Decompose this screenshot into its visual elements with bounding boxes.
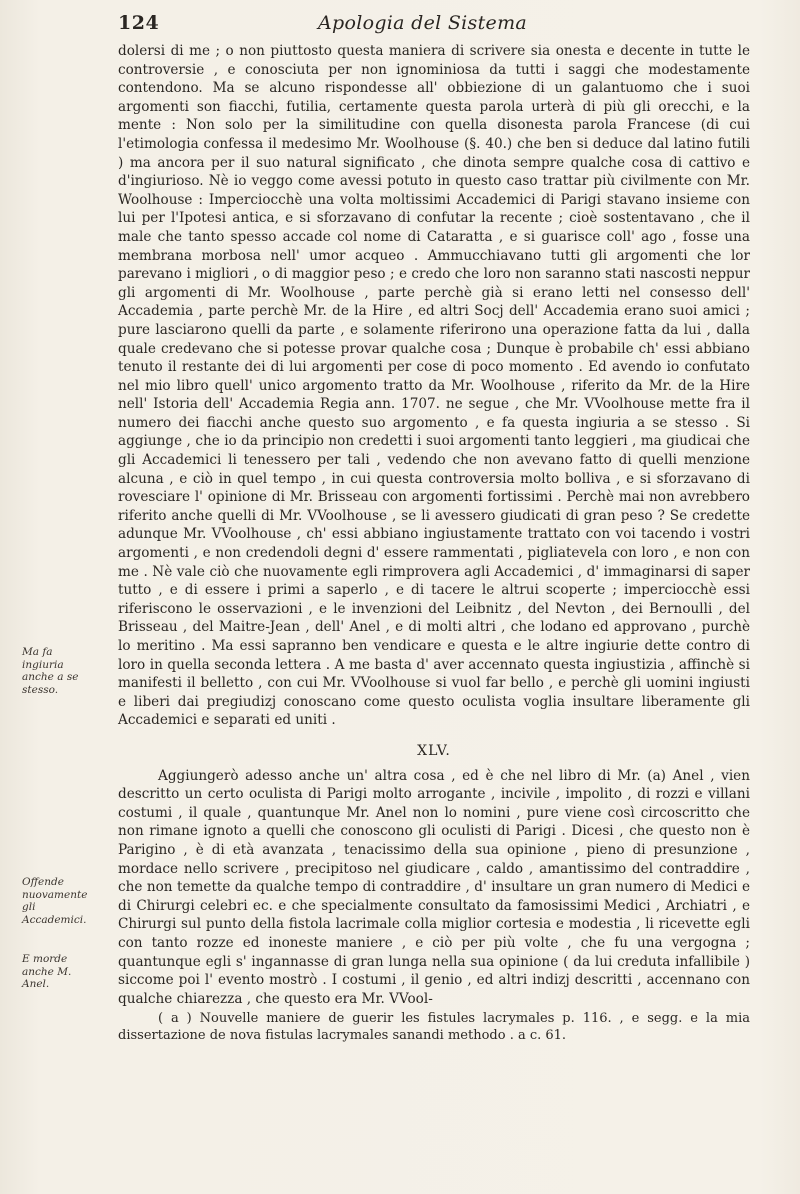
running-title: Apologia del Sistema — [318, 12, 528, 34]
footnote: ( a ) Nouvelle maniere de guerir les fistules lacrymales p. 116. , e segg. e la mia dissertazione de nova fistulas lacrymales sanandi methodo . a c. 61. — [118, 1011, 750, 1044]
marginal-note: Offende nuovamente gli Accademici. — [22, 876, 88, 926]
marginal-note: Ma fa ingiuria anche a se stesso. — [22, 646, 79, 696]
page-header — [118, 6, 748, 38]
page-number: 124 — [118, 12, 160, 34]
marginal-note: E morde anche M. Anel. — [22, 953, 72, 990]
paragraph: Aggiungerò adesso anche un' altra cosa , ed è che nel libro di Mr. (a) Anel , vien descritto un certo oculista di Parigi molto arrogante , incivile , impolito , di rozzi e villani costumi , il quale , quantunque Mr. Anel non lo nomini , pure viene così circoscritto che non rimane ignoto a quelli che conoscono gli oculisti di Parigi . Dicesi , che questo non è Parigino , è di età avanzata , tenacissimo della sua opinione , pieno di presunzione , mordace nello scrivere , precipitoso nel giudicare , caldo , amantissimo del contraddire , che non temette da qualche tempo di contraddire , d' insultare un gran numero di Medici e di Chirurgi celebri ec. e che specialmente consultato da famosissimi Medici , Archiatri , e Chirurgi sul punto della fistola lacrimale colla miglior cortesia e modestia , li ricevette egli con tanto rozze ed inoneste maniere , e ciò per più volte , che fu una vergogna ; quantunque egli s' ingannasse di gran lunga nella sua opinione ( da lui creduta infallibile ) siccome poi l' evento mostrò . I costumi , il genio , ed altri indizj descritti , accennano con qualche chiarezza , che questo era Mr. VVool- — [118, 767, 750, 1007]
body-text — [118, 42, 750, 1044]
section-heading: XLV. — [417, 742, 451, 759]
paragraph: dolersi di me ; o non piuttosto questa maniera di scrivere sia onesta e decente in tutte le controversie , e conosciuta per non ignominiosa da tutti i saggi che modestamente contendono. Ma se alcuno rispondesse all' obbiezione di un galantuomo che i suoi argomenti son fiacchi, futilia, certamente questa parola urterà di più gli orecchi, e la mente : Non solo per la similitudine con quella disonesta parola Francese (di cui l'etimologia confessa il medesimo Mr. Woolhouse (§. 40.) che ben si deduce dal latino futili ) ma ancora per il suo natural significato , che dinota sempre qualche cosa di cattivo e d'ingiurioso. Nè io veggo come avessi potuto in questo caso trattar più civilmente con Mr. Woolhouse : Imperciocchè una volta moltissimi Accademici di Parigi stavano insieme con lui per l'Ipotesi antica, e si sforzavano di confutar la recente ; cioè sostentavano , che il male che tanto spesso accade col nome di Cataratta , e si guarisce coll' ago , fosse una membrana morbosa nell' umor acqueo . Ammucchiavano tutti gli argomenti che lor parevano i migliori , o di maggior peso ; e credo che loro non saranno stati nascosti neppur gli argomenti di Mr. Woolhouse , parte perchè già si erano letti nel consesso dell' Accademia , parte perchè Mr. de la Hire , ed altri Socj dell' Accademia erano suoi amici ; pure lasciarono quelli da parte , e solamente riferirono una operazione fatta da lui , dalla quale credevano che si potesse provar qualche cosa ; Dunque è probabile ch' essi abbiano tenuto il restante dei di lui argomenti per cose di poco momento . Ed avendo io confutato nel mio libro quell' unico argomento tratto da Mr. Woolhouse , riferito da Mr. de la Hire nell' Istoria dell' Accademia Regia ann. 1707. ne segue , che Mr. VVoolhouse mette fra il numero dei fiacchi anche questo suo argomento , e fa questa ingiuria a se stesso . Si aggiunge , che io da principio non credetti i suoi argomenti tanto leggieri , ma giudicai che gli Accademici li tenessero per tali , vedendo che non avevano fatto di quelli menzione alcuna , e ciò in quel tempo , in cui questa controversia molto bolliva , e si sforzavano di rovesciare l' opinione di Mr. Brisseau con argomenti fortissimi . Perchè mai non avrebbero riferito anche quelli di Mr. VVoolhouse , se li avessero giudicati di gran peso ? Se credette adunque Mr. VVoolhouse , ch' essi abbiano ingiustamente trattato con voi tacendo i vostri argomenti , e non credendoli degni d' essere rammentati , pigliatevela con loro , e non con me . Nè vale ciò che nuovamente egli rimprovera agli Accademici , d' immaginarsi di saper tutto , e di essere i primi a saperlo , e di tacere le altrui scoperte ; imperciocchè essi riferiscono le osservazioni , e le invenzioni del Leibnitz , del Nevton , dei Bernoulli , del Brisseau , del Maitre-Jean , dell' Anel , e di molti altri , che lodano ed approvano , purchè lo meritino . Ma essi sapranno ben vendicare e questa e le altre ingiurie dette contro di loro in quella seconda lettera . A me basta d' aver accennato questa ingiustizia , affinchè si manifesti il belletto , con cui Mr. VVoolhouse si vuol far bello , e perchè gli uomini ingiusti e liberi dai pregiudizj conoscano come questo oculista voglia insultare liberamente gli Accademici e separati ed uniti . — [118, 43, 750, 729]
